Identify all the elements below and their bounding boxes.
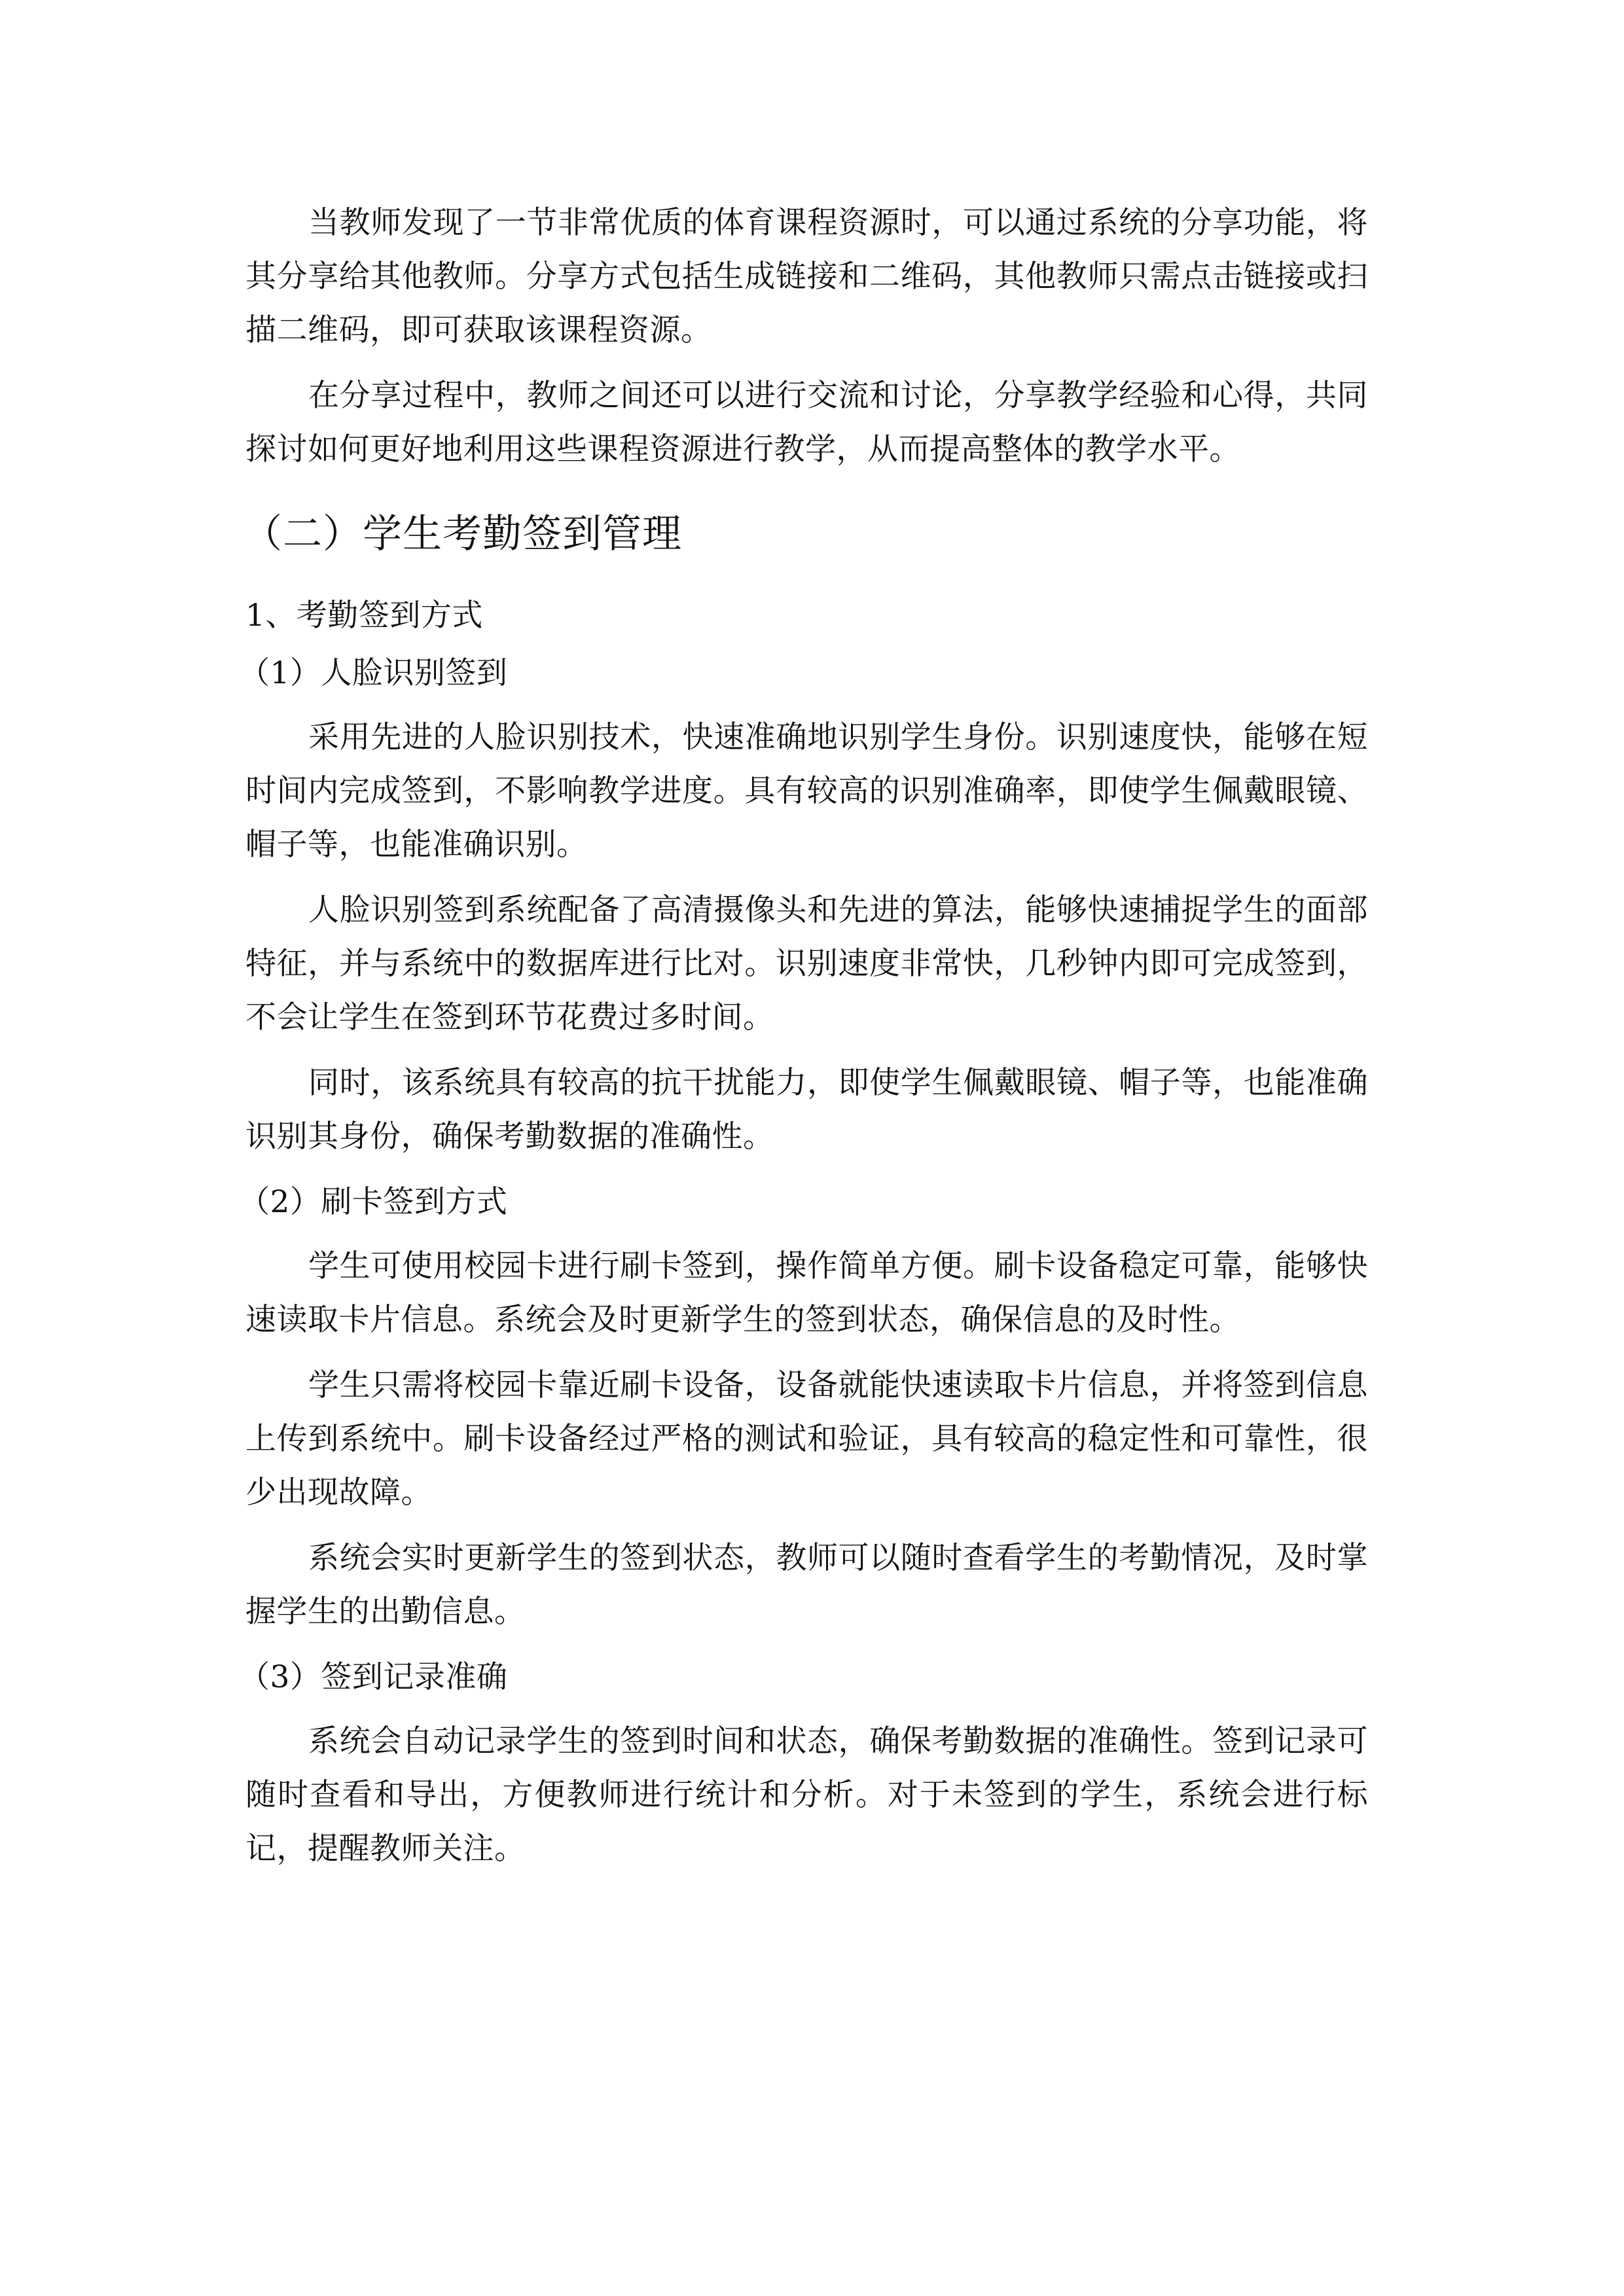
paragraph-face-2: 人脸识别签到系统配备了高清摄像头和先进的算法，能够快速捕捉学生的面部特征，并与系统中的数据库进行比对。识别速度非常快，几秒钟内即可完成签到，不会让学生在签到环节花费过多时间。 bbox=[245, 892, 1368, 1035]
paragraph-share-discussion: 在分享过程中，教师之间还可以进行交流和讨论，分享教学经验和心得，共同探讨如何更好地利用这些课程资源进行教学，从而提高整体的教学水平。 bbox=[245, 378, 1368, 467]
document-body bbox=[239, 196, 1368, 1888]
subsection-heading-methods: 1、考勤签到方式 bbox=[245, 598, 483, 634]
paragraph-card-2: 学生只需将校园卡靠近刷卡设备，设备就能快速读取卡片信息，并将签到信息上传到系统中。刷卡设备经过严格的测试和验证，具有较高的稳定性和可靠性，很少出现故障。 bbox=[245, 1367, 1368, 1511]
paragraph-card-1: 学生可使用校园卡进行刷卡签到，操作简单方便。刷卡设备稳定可靠，能够快速读取卡片信息。系统会及时更新学生的签到状态，确保信息的及时性。 bbox=[245, 1248, 1368, 1338]
paragraph-card-3: 系统会实时更新学生的签到状态，教师可以随时查看学生的考勤情况，及时掌握学生的出勤信息。 bbox=[245, 1540, 1368, 1630]
paragraph-share-function: 当教师发现了一节非常优质的体育课程资源时，可以通过系统的分享功能，将其分享给其他教师。分享方式包括生成链接和二维码，其他教师只需点击链接或扫描二维码，即可获取该课程资源。 bbox=[245, 205, 1368, 348]
section-heading-attendance: （二）学生考勤签到管理 bbox=[243, 511, 682, 557]
paragraph-records-1: 系统会自动记录学生的签到时间和状态，确保考勤数据的准确性。签到记录可随时查看和导出，方便教师进行统计和分析。对于未签到的学生，系统会进行标记，提醒教师关注。 bbox=[245, 1723, 1368, 1867]
item-heading-card-swipe: （2）刷卡签到方式 bbox=[239, 1184, 508, 1220]
item-heading-accurate-records: （3）签到记录准确 bbox=[239, 1659, 508, 1695]
item-heading-face-recognition: （1）人脸识别签到 bbox=[239, 655, 508, 691]
paragraph-face-3: 同时，该系统具有较高的抗干扰能力，即使学生佩戴眼镜、帽子等，也能准确识别其身份，确保考勤数据的准确性。 bbox=[245, 1065, 1368, 1155]
paragraph-face-1: 采用先进的人脸识别技术，快速准确地识别学生身份。识别速度快，能够在短时间内完成签到，不影响教学进度。具有较高的识别准确率，即使学生佩戴眼镜、帽子等，也能准确识别。 bbox=[245, 719, 1368, 863]
